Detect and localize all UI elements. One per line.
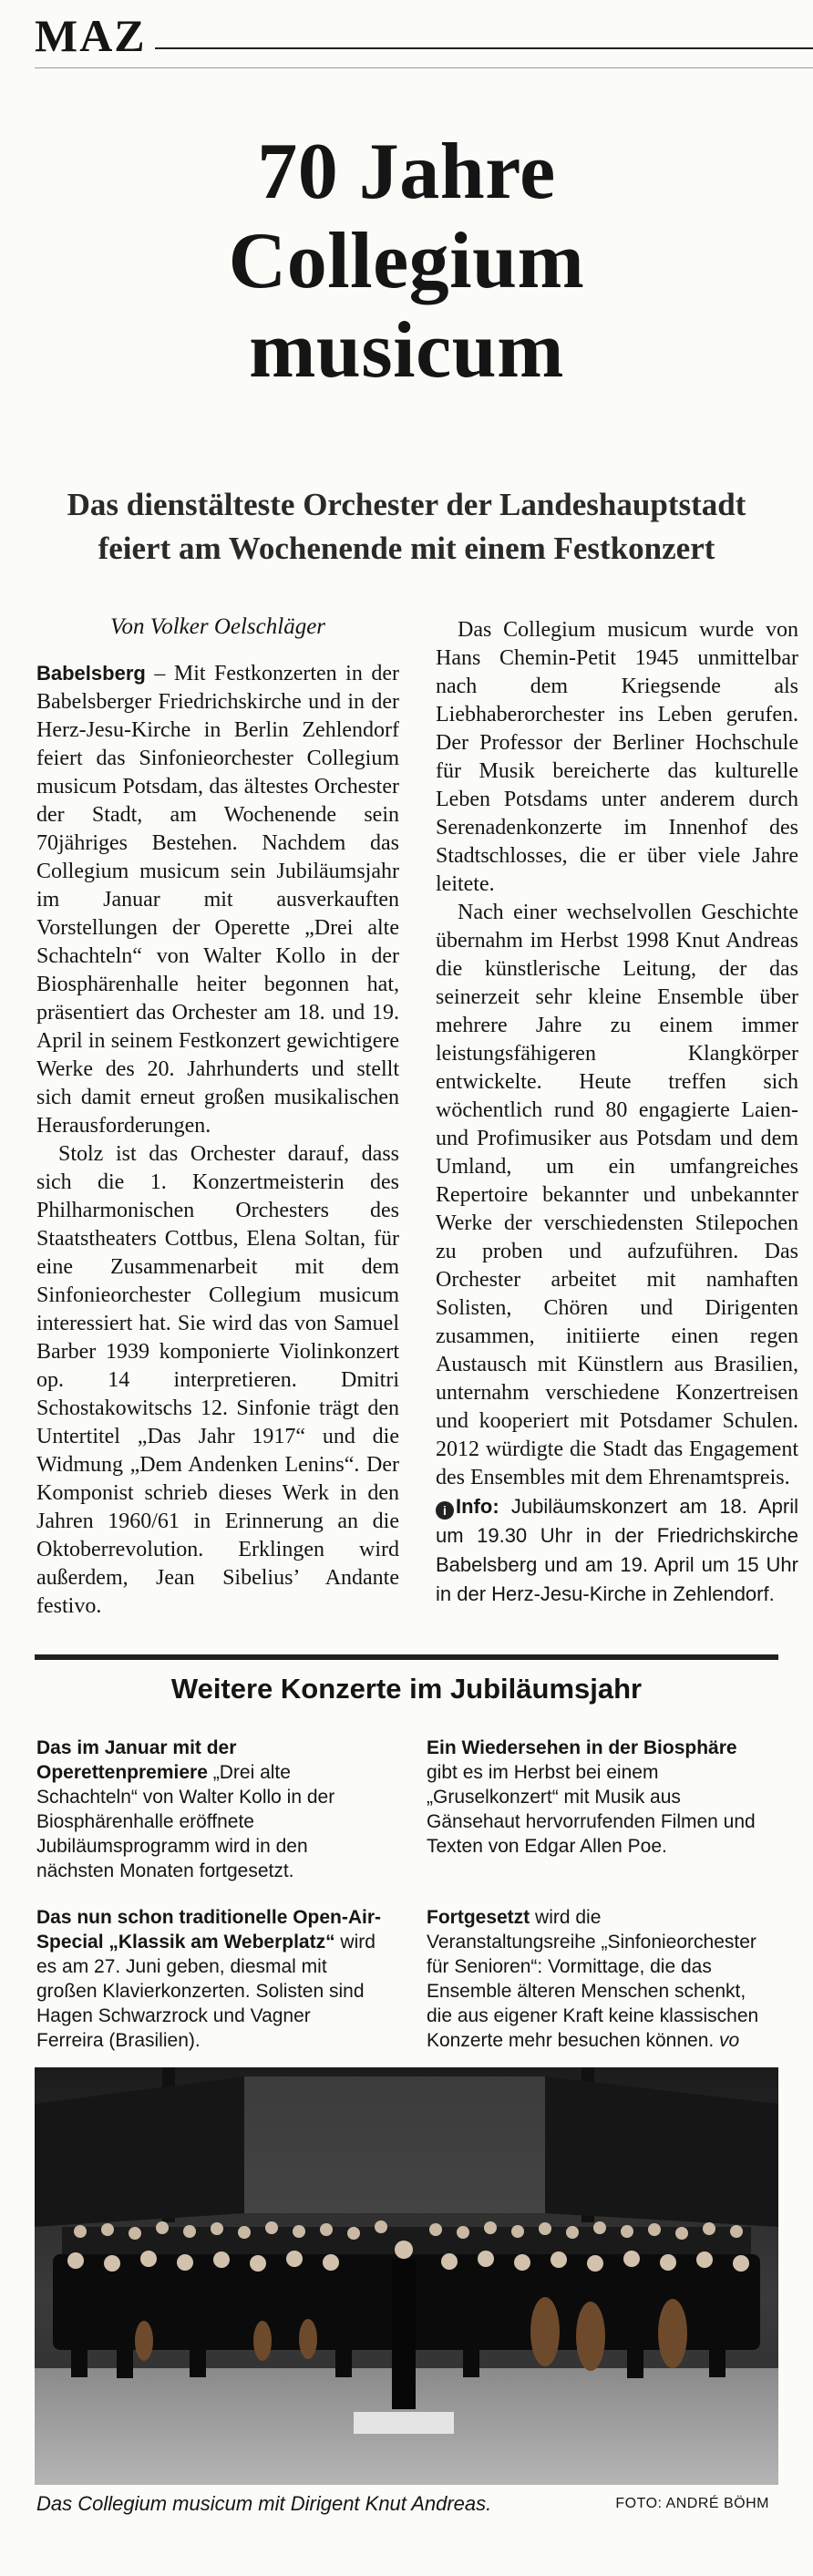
headline-line: 70 Jahre	[257, 128, 556, 216]
byline: Von Volker Oelschläger	[109, 614, 326, 639]
sidebar-item-text: wird die Veranstaltungsreihe „Sinfonieorchester für Senioren“: Vormittage, die das Ensemble älteren Menschen schenkt, die aus eigener Kraft keine klassischen Konzerte mehr besuchen können.	[427, 1907, 759, 2051]
article-column-left	[36, 613, 399, 1621]
sidebar-item	[427, 1736, 773, 1859]
article-paragraph: Das Collegium musicum wurde von Hans Chemin-Petit 1945 unmittelbar nach dem Kriegsende als Liebhaberorchester ins Leben gerufen. Der Professor der Berliner Hochschule für Musik bereicherte das kulturelle Leben Potsdams unter anderem durch Serenadenkonzerte im Innenhof des Stadtschlosses, die er über viele Jahre leitete.	[436, 618, 798, 896]
headline	[0, 128, 813, 396]
sidebar-item-lead: Ein Wiedersehen in der Biosphäre	[427, 1737, 737, 1758]
article-paragraph: Nach einer wechselvollen Geschichte übernahm im Herbst 1998 Knut Andreas die künstlerische Leitung, der das seinerzeit sehr kleine Ensemble über mehrere Jahre zu einem immer leistungsfähigeren Klangkörper entwickelte. Heute treffen sich wöchentlich rund 80 engagierte Laien- und Profimusiker aus Potsdam und dem Umland, um ein umfangreiches Repertoire bekannter und unbekannter Werke der verschiedensten Stilepochen zu proben und aufzuführen. Das Orchester arbeitet mit namhaften Solisten, Chören und Dirigenten zusammen, initiierte einen regen Austausch mit Künstlern aus Brasilien, unternahm verschiedene Konzertreisen und kooperiert mit Potsdamer Schulen. 2012 würdigte die Stadt das Engagement des Ensembles mit dem Ehrenamtspreis.	[436, 901, 798, 1489]
sidebar-item	[36, 1905, 383, 2053]
orchestra-photo-image	[35, 2067, 778, 2485]
sidebar-item	[427, 1905, 773, 2053]
section-divider	[35, 1654, 778, 1660]
sidebar-item	[36, 1736, 383, 1883]
subheadline-line: Das dienstälteste Orchester der Landeshauptstadt	[67, 487, 746, 522]
headline-line: musicum	[249, 306, 564, 395]
subheadline	[0, 483, 813, 571]
masthead	[35, 5, 813, 64]
subheadline-line: feiert am Wochenende mit einem Festkonzert	[98, 531, 715, 566]
sidebar-item-lead: Das nun schon traditionelle Open-Air-Special „Klassik am Weberplatz“	[36, 1907, 382, 1953]
masthead-rule-bottom	[35, 67, 813, 68]
masthead-rule	[155, 47, 813, 49]
article-paragraph: Babelsberg – Mit Festkonzerten in der Babelsberger Friedrichskirche und in der Herz-Jesu-Kirche in Berlin Zehlendorf feiert das Sinfonieorchester Collegium musicum Potsdam, das ältestes Orchester der Stadt, am Wochenende sein 70jähriges Bestehen. Nachdem das Collegium musicum sein Jubiläumsjahr im Januar mit ausverkauften Vorstellungen der Operette „Drei alte Schachteln“ von Walter Kollo in der Biosphärenhalle heiter begonnen hat, präsentiert das Orchester am 18. und 19. April in seinem Festkonzert gewichtigere Werke des 20. Jahrhunderts und stellt sich damit erneut großen musikalischen Herausforderungen.	[36, 662, 400, 1138]
orchestra-photo	[35, 2067, 778, 2485]
info-box	[436, 1492, 798, 1609]
info-text: Jubiläumskonzert am 18. April um 19.30 Uhr in der Friedrichskirche Babelsberg und am 19. April um 15 Uhr in der Herz-Jesu-Kirche in Zehlendorf.	[436, 1495, 798, 1605]
info-icon: i	[436, 1501, 454, 1520]
headline-line: Collegium	[228, 217, 585, 305]
masthead-brand: MAZ	[35, 10, 147, 61]
author-sign: vo	[714, 2030, 740, 2051]
article-paragraph: Stolz ist das Orchester darauf, dass sich die 1. Konzertmeisterin des Philharmonischen Orchesters des Staatstheaters Cottbus, Elena Soltan, für eine Zusammenarbeit mit dem Sinfonieorchester Collegium musicum interessiert hat. Sie wird das von Samuel Barber 1939 komponierte Violinkonzert op. 14 interpretieren. Dmitri Schostakowitschs 12. Sinfonie trägt den Untertitel „Das Jahr 1917“ und die Widmung „Dem Andenken Lenins“. Der Komponist schrieb dieses Werk in den Jahren 1960/61 in Erinnerung an die Oktoberrevolution. Erklingen wird außerdem, Jean Sibelius’ Andante festivo.	[36, 1142, 399, 1618]
photo-caption: Das Collegium musicum mit Dirigent Knut Andreas.	[36, 2492, 492, 2515]
sidebar-item-lead: Das im Januar mit der Operettenpremiere	[36, 1737, 237, 1783]
sidebar-item-text: wird es am 27. Juni geben, diesmal mit großen Klavierkonzerten. Solisten sind Hagen Schwarzrock und Vagner Ferreira (Brasilien).	[36, 1932, 376, 2051]
paragraph-text: Mit Festkonzerten in der Babelsberger Friedrichskirche und in der Herz-Jesu-Kirche in Berlin Zehlendorf feiert das Sinfonieorchester Collegium musicum Potsdam, das ältestes Orchester der Stadt, am Wochenende sein 70jähriges Bestehen. Nachdem das Collegium musicum sein Jubiläumsjahr im Januar mit ausverkauften Vorstellungen der Operette „Drei alte Schachteln“ von Walter Kollo in der Biosphärenhalle heiter begonnen hat, präsentiert das Orchester am 18. und 19. April in seinem Festkonzert gewichtigere Werke des 20. Jahrhunderts und stellt sich damit erneut großen musikalischen Herausforderungen.	[36, 662, 400, 1138]
sidebar-item-text: „Drei alte Schachteln“ von Walter Kollo in der Biosphärenhalle eröffnete Jubiläumsprogramm wird in den nächsten Monaten fortgesetzt.	[36, 1762, 335, 1881]
info-label: Info:	[456, 1495, 499, 1518]
sidebar-item-text: gibt es im Herbst bei einem „Gruselkonzert“ mit Musik aus Gänsehaut hervorrufenden Filmen und Texten von Edgar Allen Poe.	[427, 1762, 756, 1857]
photo-credit: FOTO: ANDRÉ BÖHM	[615, 2496, 769, 2511]
sidebar-title: Weitere Konzerte im Jubiläumsjahr	[170, 1673, 643, 1705]
sidebar-item-lead: Fortgesetzt	[427, 1907, 530, 1928]
article-column-right	[436, 616, 798, 1609]
dateline: Babelsberg	[36, 662, 146, 685]
